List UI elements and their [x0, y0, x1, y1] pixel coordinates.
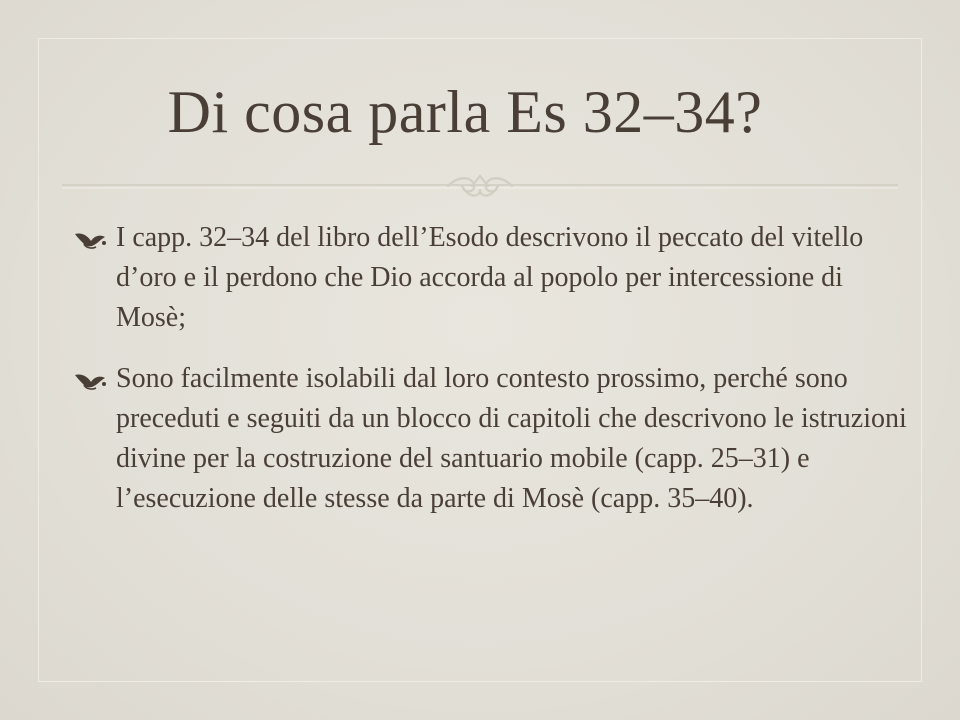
bullet-item	[72, 359, 912, 519]
ornament-divider-icon	[62, 172, 898, 202]
bullet-text: I capp. 32–34 del libro dell’Esodo descrivono il peccato del vitello d’oro e il perdono che Dio accorda al popolo per intercessione di Mosè;	[116, 222, 864, 333]
bullet-list	[72, 218, 912, 540]
fleuron-icon	[74, 371, 108, 391]
slide-title: Di cosa parla Es 32–34?	[167, 79, 763, 145]
bullet-text: Sono facilmente isolabili dal loro contesto prossimo, perché sono preceduti e seguiti da un blocco di capitoli che descrivono le istruzioni divine per la costruzione del santuario mobile (capp. 25–31) e l’esecuzione delle stesse da parte di Mosè (capp. 35–40).	[116, 363, 907, 514]
bullet-item	[72, 218, 912, 338]
fleuron-icon	[74, 230, 108, 250]
